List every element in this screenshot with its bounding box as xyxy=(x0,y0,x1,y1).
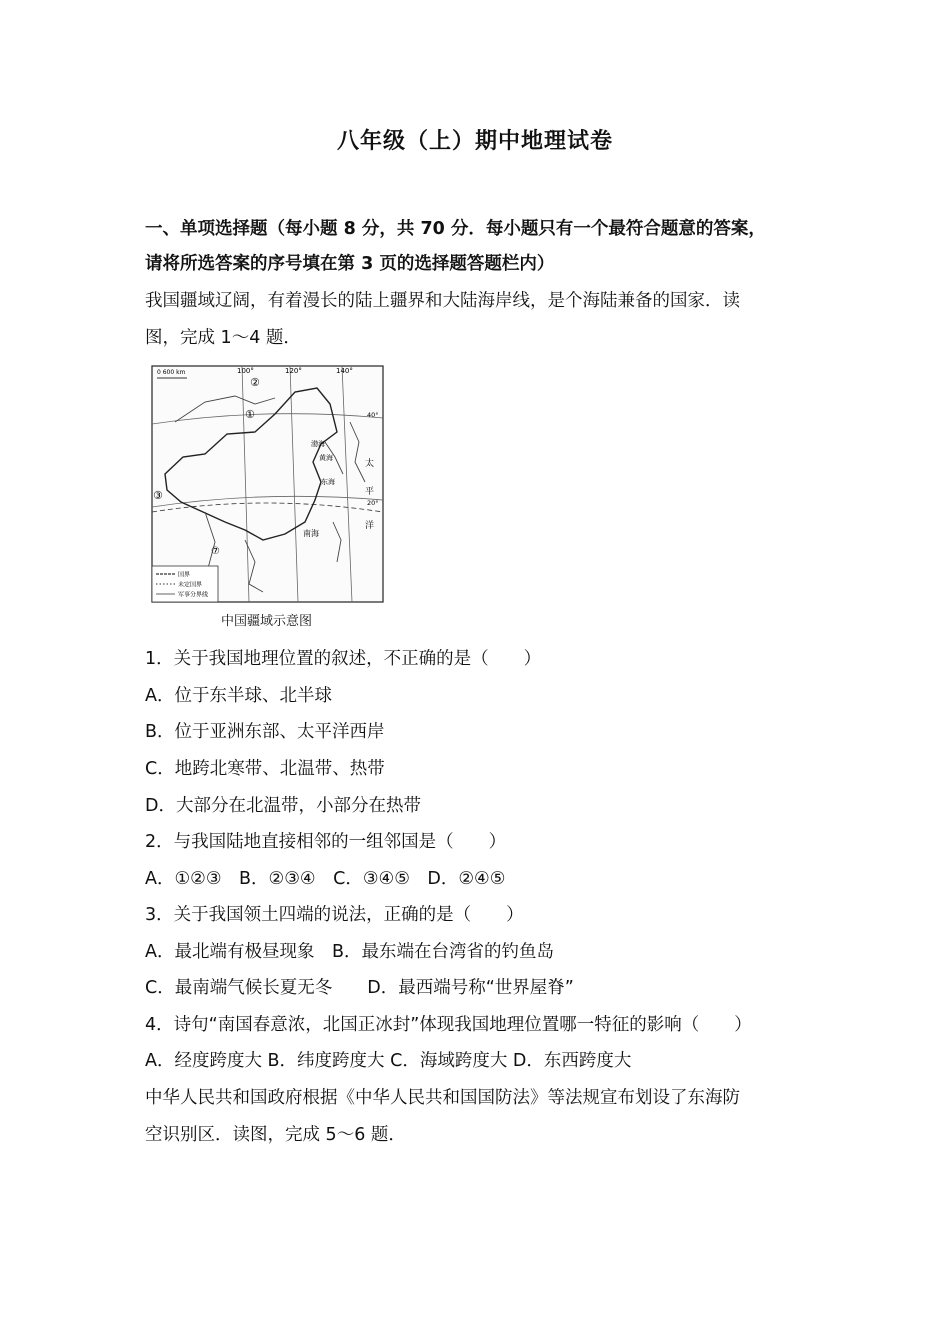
ocean-label: 平 xyxy=(365,487,375,497)
legend-item: 军事分界线 xyxy=(178,591,209,599)
page-title: 八年级（上）期中地理试卷 xyxy=(336,129,613,154)
legend-item: 未定国界 xyxy=(178,581,203,589)
intro2-line2: 空识别区．读图，完成 5～6 题． xyxy=(145,1125,406,1145)
question-2-stem: 2．与我国陆地直接相邻的一组邻国是（ ） xyxy=(145,832,507,852)
question-4-stem: 4．诗句“南国春意浓，北国正冰封”体现我国地理位置哪一特征的影响（ ） xyxy=(145,1015,752,1035)
section-heading-line1: 一、单项选择题（每小题 8 分，共 70 分．每小题只有一个最符合题意的答案， xyxy=(145,219,766,239)
marker-3: ③ xyxy=(153,489,163,502)
marker-2: ② xyxy=(250,376,260,389)
question-1-option-a: A．位于东半球、北半球 xyxy=(145,686,332,706)
ocean-label: 洋 xyxy=(365,521,375,531)
question-2-options: A．①②③ B．②③④ C．③④⑤ D．②④⑤ xyxy=(145,869,506,889)
question-1-stem: 1．关于我国地理位置的叙述，不正确的是（ ） xyxy=(145,649,542,669)
intro1-line1: 我国疆域辽阔，有着漫长的陆上疆界和大陆海岸线，是个海陆兼备的国家．读 xyxy=(145,291,740,311)
china-territory-map xyxy=(145,362,388,630)
lon-label: 120° xyxy=(285,367,302,375)
sea-label-nanhai: 南海 xyxy=(303,529,319,538)
map-caption: 中国疆域示意图 xyxy=(220,614,312,629)
scale-label: 0 600 km xyxy=(157,369,186,376)
question-1-option-c: C．地跨北寒带、北温带、热带 xyxy=(145,759,385,779)
lon-label: 100° xyxy=(237,367,254,375)
legend-item: 国界 xyxy=(178,571,191,579)
sea-label-huanghai: 黄海 xyxy=(319,454,333,462)
section-heading-line2: 请将所选答案的序号填在第 3 页的选择题答题栏内） xyxy=(145,254,555,274)
sea-label-donghai: 东海 xyxy=(321,478,335,486)
lat-label: 40° xyxy=(367,411,379,419)
question-1-option-b: B．位于亚洲东部、太平洋西岸 xyxy=(145,722,385,742)
intro2-line1: 中华人民共和国政府根据《中华人民共和国国防法》等法规宣布划设了东海防 xyxy=(145,1088,740,1108)
question-1-option-d: D．大部分在北温带，小部分在热带 xyxy=(145,796,421,816)
sea-label-bohai: 渤海 xyxy=(311,440,325,448)
question-4-options: A．经度跨度大 B．纬度跨度大 C．海域跨度大 D．东西跨度大 xyxy=(145,1051,632,1071)
marker-1: ① xyxy=(245,408,255,421)
question-3-options-ab: A．最北端有极昼现象 B．最东端在台湾省的钓鱼岛 xyxy=(145,942,554,962)
intro1-line2: 图，完成 1～4 题． xyxy=(145,328,301,348)
lon-label: 140° xyxy=(336,367,353,375)
question-3-options-cd: C．最南端气候长夏无冬 D．最西端号称“世界屋脊” xyxy=(145,978,574,998)
lat-label: 20° xyxy=(367,499,379,507)
marker-7: ⑦ xyxy=(211,546,220,557)
ocean-label: 太 xyxy=(365,459,375,469)
question-3-stem: 3．关于我国领土四端的说法，正确的是（ ） xyxy=(145,905,524,925)
